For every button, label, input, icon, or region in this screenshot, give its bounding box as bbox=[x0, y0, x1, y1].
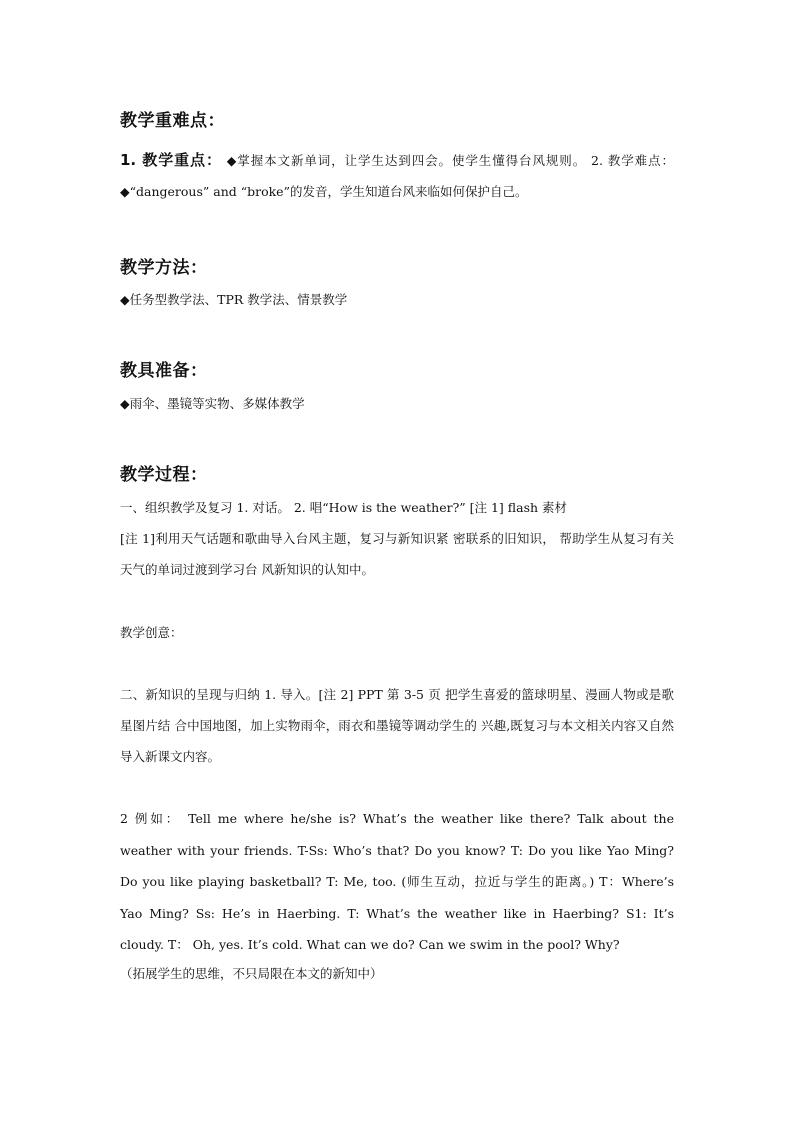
paragraph-example: 2 例如： Tell me where he/she is? What’s the weather like there? Talk about the weather with your friends. T-Ss: Who’s that? Do you know? T: Do you like Yao Ming? Do you like playing basketball? T: Me, too. (师生互动，拉近与学生的距离。) T：Where’s Yao Ming? Ss: He’s in Haerbing. T: What’s the weather like in Haerbing? S1: It’s cloudy. T： Oh, yes. It’s cold. What can we do? Can we swim in the pool? Why? bbox=[120, 811, 674, 952]
heading-methods: 教学方法： bbox=[120, 258, 208, 278]
paragraph-note1: [注 1]利用天气话题和歌曲导入台风主题，复习与新知识紧 密联系的旧知识， 帮助学生从复习有关天气的单词过渡到学习台 风新知识的认知中。 bbox=[120, 531, 674, 577]
heading-tools: 教具准备： bbox=[120, 361, 208, 381]
key-points-text: ◆掌握本文新单词，让学生达到四会。使学生懂得台风规则。 2. 教学难点： ◆“dangerous” and “broke”的发音，学生知道台风来临如何保护自己。 bbox=[120, 153, 674, 199]
paragraph-step1: 一、组织教学及复习 1. 对话。 2. 唱“How is the weather?” [注 1] flash 素材 bbox=[120, 500, 568, 515]
heading-key-points: 教学重难点： bbox=[120, 111, 225, 131]
paragraph-methods: ◆任务型教学法、TPR 教学法、情景教学 bbox=[120, 292, 348, 307]
paragraph-tools: ◆雨伞、墨镜等实物、多媒体教学 bbox=[120, 396, 305, 411]
paragraph-step2: 二、新知识的呈现与归纳 1. 导入。[注 2] PPT 第 3-5 页 把学生喜爱的篮球明星、漫画人物或是歌星图片结 合中国地图，加上实物雨伞，雨衣和墨镜等调动学生的 兴趣,既复习与本文相关内容又自然导入新课文内容。 bbox=[120, 687, 674, 764]
paragraph-extend: （拓展学生的思维，不只局限在本文的新知中） bbox=[120, 966, 383, 981]
paragraph-key-points bbox=[120, 145, 674, 207]
heading-process: 教学过程： bbox=[120, 465, 208, 485]
key-points-label: 1. 教学重点： bbox=[120, 151, 222, 169]
paragraph-creative: 教学创意： bbox=[120, 625, 183, 640]
